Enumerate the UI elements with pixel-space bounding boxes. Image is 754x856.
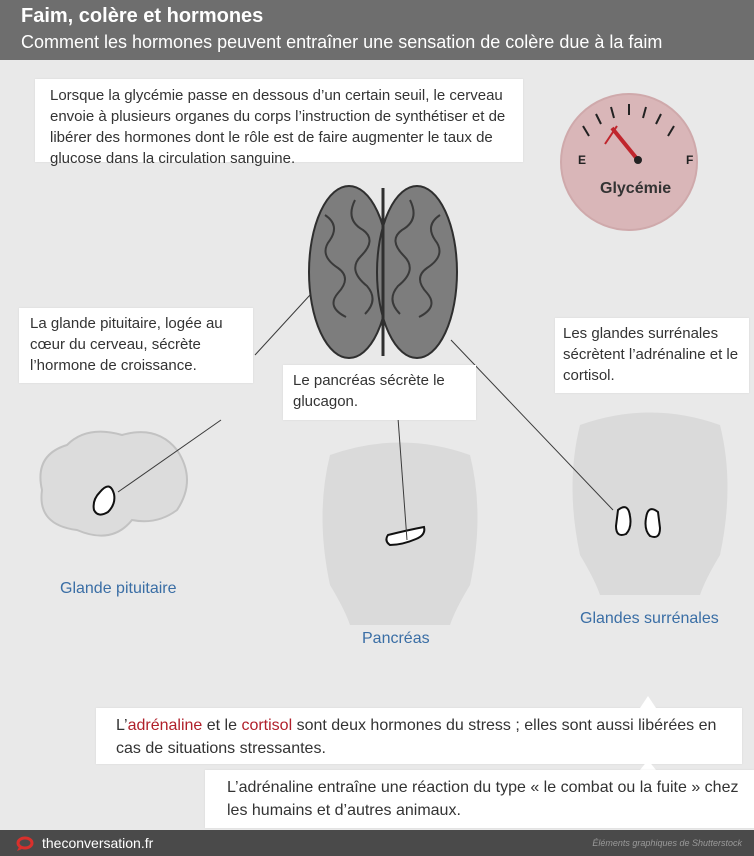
pituitary-callout [19,308,253,383]
stress-text-and: et le [202,717,242,734]
gauge-label: Glycémie [600,180,672,197]
side-brain-illustration [40,432,187,536]
adrenaline-highlight: adrénaline [127,717,203,734]
cortisol-highlight: cortisol [241,717,293,734]
pancreas-label: Pancréas [362,630,430,647]
adrenal-label: Glandes surrénales [580,610,719,627]
intro-text: Lorsque la glycémie passe en dessous d’un certain seuil, le cerveau envoie à plusieurs organes du corps l’instruction de synthétiser et de libérer des hormones dont le rôle est de faire augmenter le taux de glucose dans la circulation sanguine. [50,87,506,167]
footer-credit: Éléments graphiques de Shutterstock [592,838,742,848]
conversation-logo-icon [15,834,35,854]
page-subtitle: Comment les hormones peuvent entraîner une sensation de colère due à la faim [21,32,663,52]
connector-brain-pituitary [255,295,310,355]
intro-text-box [35,79,523,167]
stress-hormones-box [96,708,742,764]
footer-brand[interactable]: theconversation.fr [42,835,154,851]
pituitary-callout-text: La glande pituitaire, logée au cœur du cerveau, sécrète l’hormone de croissance. [30,315,223,374]
gauge-empty-mark: E [578,153,587,167]
adrenal-callout-text: Les glandes surrénales sécrètent l’adrénaline et le cortisol. [563,325,739,384]
stress-text-rest: sont deux hormones du stress ; elles sont aussi libérées en cas de situations stressantes. [116,717,717,757]
adrenal-torso-illustration [573,413,728,596]
pancreas-callout-text: Le pancréas sécrète le glucagon. [293,372,445,410]
stress-text-prefix: L’ [116,717,128,734]
fight-or-flight-box [205,770,754,828]
brain-illustration [309,186,457,358]
pancreas-callout [283,365,476,420]
pancreas-torso-illustration [323,443,478,626]
footer-bar [0,830,754,856]
gauge-full-mark: F [686,153,694,167]
pituitary-label: Glande pituitaire [60,580,177,597]
page-title: Faim, colère et hormones [21,5,264,27]
fight-or-flight-text: L’adrénaline entraîne une réaction du type « le combat ou la fuite » chez les humains et d’autres animaux. [227,779,739,819]
adrenal-callout [555,318,749,393]
